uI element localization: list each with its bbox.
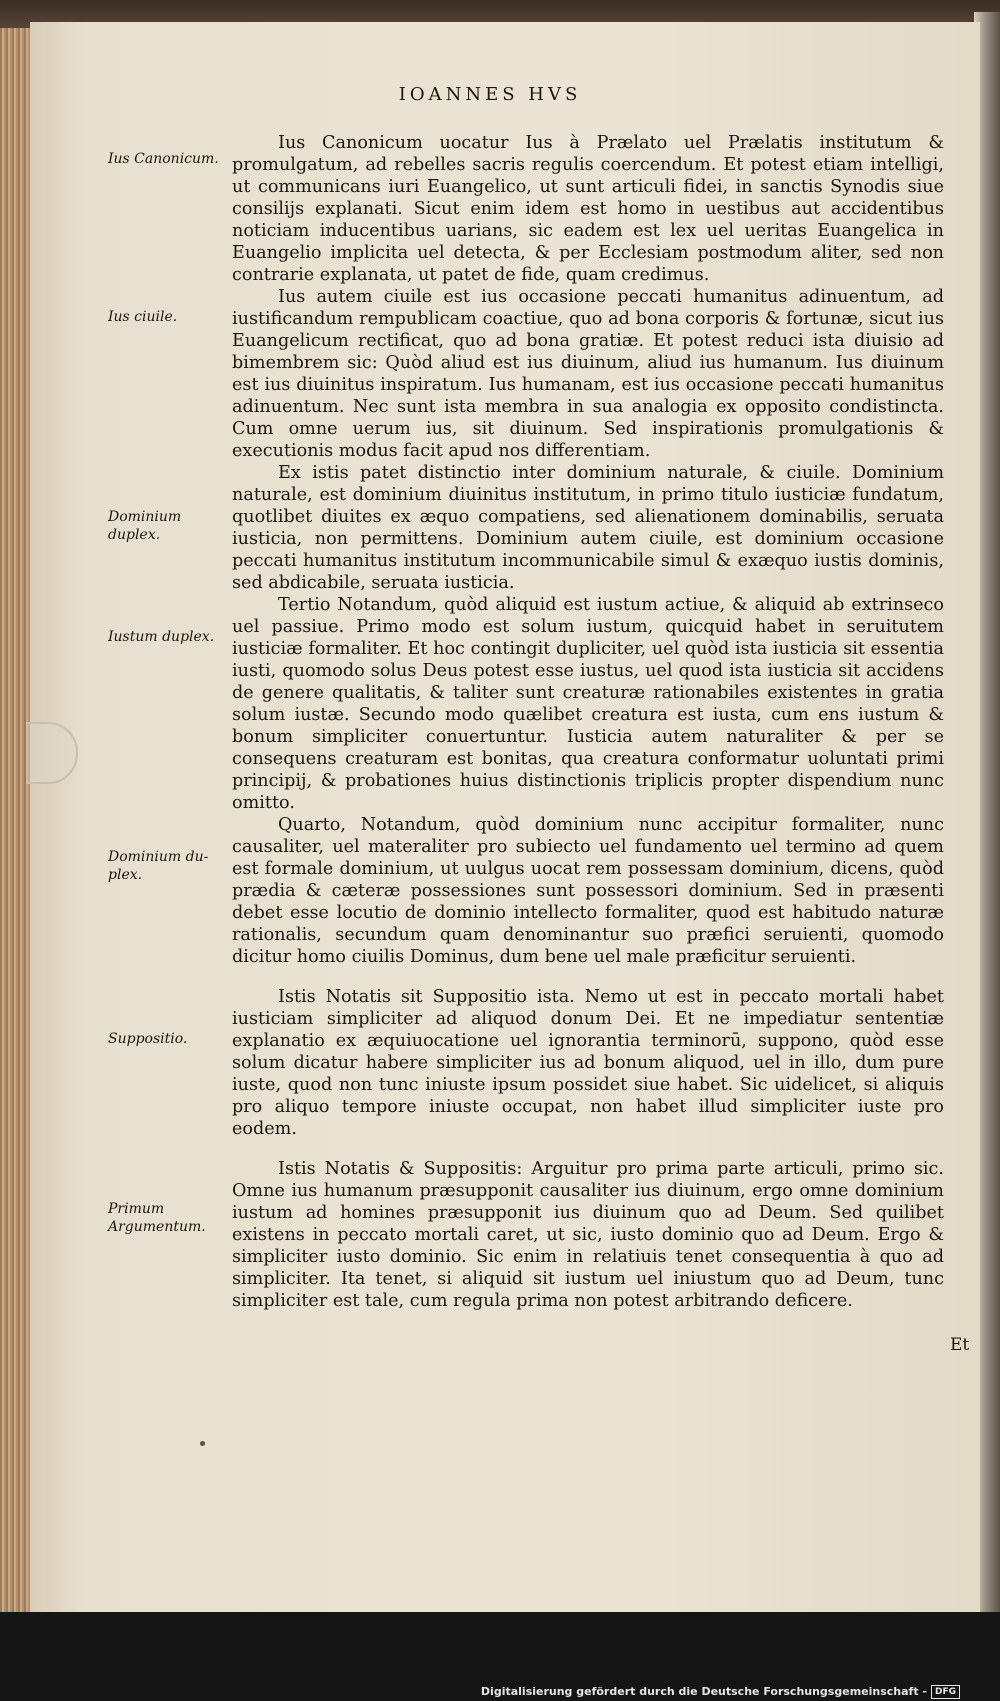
- credit-text: Digitalisierung gefördert durch die Deutsche Forschungsgemeinschaft -: [480, 1685, 927, 1698]
- paragraph-primum-argumentum: Istis Notatis & Suppositis: Arguitur pro prima parte articuli, primo sic. Omne ius humanum præsupponit causaliter ius diuinum, ergo omne dominium iustum ad homines præsupponit ius diuinum quo ad Deum. Sed quilibet existens in peccato mortali caret, ut sic, iusto dominio quo ad Deum. Ergo & simpliciter iusto dominio. Sic enim in relatiuis tenet consequentia à quo ad simpliciter. Ita tenet, si aliquid sit iustum uel iniustum quo ad Deum, tunc simpliciter est tale, cum regula prima non potest arbitrando deficere.: [232, 1159, 944, 1311]
- paragraph-quarto: Quarto, Notandum, quòd dominium nunc accipitur formaliter, nunc causaliter, uel materaliter pro subiecto uel fundamento uel termino ad quem est formale dominium, ut uulgus uocat rem possessam dominium, dicens, quòd prædia & cæteræ possessiones sunt possessori dominium. Sed in præsenti debet esse locutio de dominio intellecto formaliter, quod est habitudo naturæ rationalis, secundum quam denominantur suo præfici seruienti, quomodo dicitur homo ciuilis Dominus, dum bene uel male præficitur seruienti.: [232, 815, 944, 967]
- marginal-note-ius-ciuile: Ius ciuile.: [108, 309, 178, 325]
- ink-spot: [200, 1441, 205, 1446]
- paragraph-tertio: Tertio Notandum, quòd aliquid est iustum actiue, & aliquid ab extrinseco uel passiue. Primo modo est solum iustum, quicquid habet in seruitutem iusticiæ formaliter. Et hoc contingit dupliciter, uel quòd ista iusticia sit essentia iusti, quomodo solus Deus potest esse iustus, uel quod ista iusticia sit accidens de genere qualitatis, & taliter sunt creaturæ rationabiles existentes in gratia solum iustæ. Secundo modo quælibet creatura est iusta, cum ens iustum & bonum simpliciter conuertuntur. Iusticia autem naturaliter & per se consequens creaturam est bonitas, qua creatura conformatur uoluntati primi principij, & probationes huius distinctionis triplicis propter dispendium nunc omitto.: [232, 595, 944, 813]
- paragraph-suppositio: Istis Notatis sit Suppositio ista. Nemo ut est in peccato mortali habet iusticiam simpliciter ad aliquod donum Dei. Et ne impediatur sententiæ explanatio ex æquiuocatione uel ignorantia terminorū, suppono, quòd esse solum dicatur habere simpliciter ius ad bonum aliquod, uel in illo, dum pure iuste, quod non tunc iniuste ipsum possidet siue habet. Sic uidelicet, si aliquis pro aliquo tempore iniuste occupat, non habet illud simpliciter iuste pro eodem.: [232, 987, 944, 1139]
- marginal-note-iustum-duplex: Iustum duplex.: [108, 629, 215, 645]
- marginal-note-dominium-duplex-2: Dominium du- plex.: [108, 849, 209, 883]
- paragraph-dominium: Ex istis patet distinctio inter dominium naturale, & ciuile. Dominium naturale, est dominium diuinitus institutum, in primo titulo iusticiæ fundatum, quotlibet diuites ex æquo compatiens, sed alienationem dominabilis, seruata iusticia, non permittens. Dominium autem ciuile, est dominium occasione peccati humanitus institutum incommunicabile simul & exæquo iustis dominis, sed abdicabile, seruata iusticia.: [232, 463, 944, 593]
- marginal-note-dominium-duplex: Dominium duplex.: [108, 509, 182, 543]
- book-page-edges-left: [0, 28, 34, 1628]
- dfg-logo: DFG: [931, 1685, 960, 1699]
- paragraph-ius-canonicum: Ius Canonicum uocatur Ius à Prælato uel Prælatis institutum & promulgatum, ad rebelles sacris regulis coercendum. Et potest etiam intelligi, ut communicans iuri Euangelico, ut sunt articuli fidei, in sanctis Synodis siue consilijs explanati. Sicut enim idem est homo in uestibus aut accidentibus noticiam inducentibus uarians, sic eadem est lex uel ueritas Euangelica in Euangelio implicita uel detecta, & per Ecclesiam postmodum aliter, sed non contrarie explanata, ut patet de fide, quam credimus.: [232, 133, 944, 285]
- paragraph-ius-ciuile: Ius autem ciuile est ius occasione peccati humanitus adinuentum, ad iustificandum rempublicam coactiue, quo ad bona corporis & fortunæ, sicut ius Euangelicum rectificat, quo ad bona gratiæ. Et potest reduci ista diuisio ad bimembrem sic: Quòd aliud est ius diuinum, aliud ius humanum. Ius diuinum est ius diuinitus inspiratum. Ius humanam, est ius occasione peccati humanitus adinuentum. Nec sunt ista membra in sua analogia ex opposito condistincta. Cum omne uerum ius, sit diuinum. Sed inspirationis promulgationis & executionis modus facit apud nos differentiam.: [232, 287, 944, 461]
- marginal-note-primum-argumentum: Primum Argumentum.: [108, 1201, 206, 1235]
- main-text-block: [232, 132, 944, 1312]
- catchword: Et: [950, 1335, 970, 1355]
- marginal-note-ius-canonicum: Ius Canonicum.: [108, 151, 219, 167]
- running-header: IOANNES HVS: [398, 84, 582, 105]
- digitization-credit: [481, 1685, 960, 1699]
- marginal-note-suppositio: Suppositio.: [108, 1031, 188, 1047]
